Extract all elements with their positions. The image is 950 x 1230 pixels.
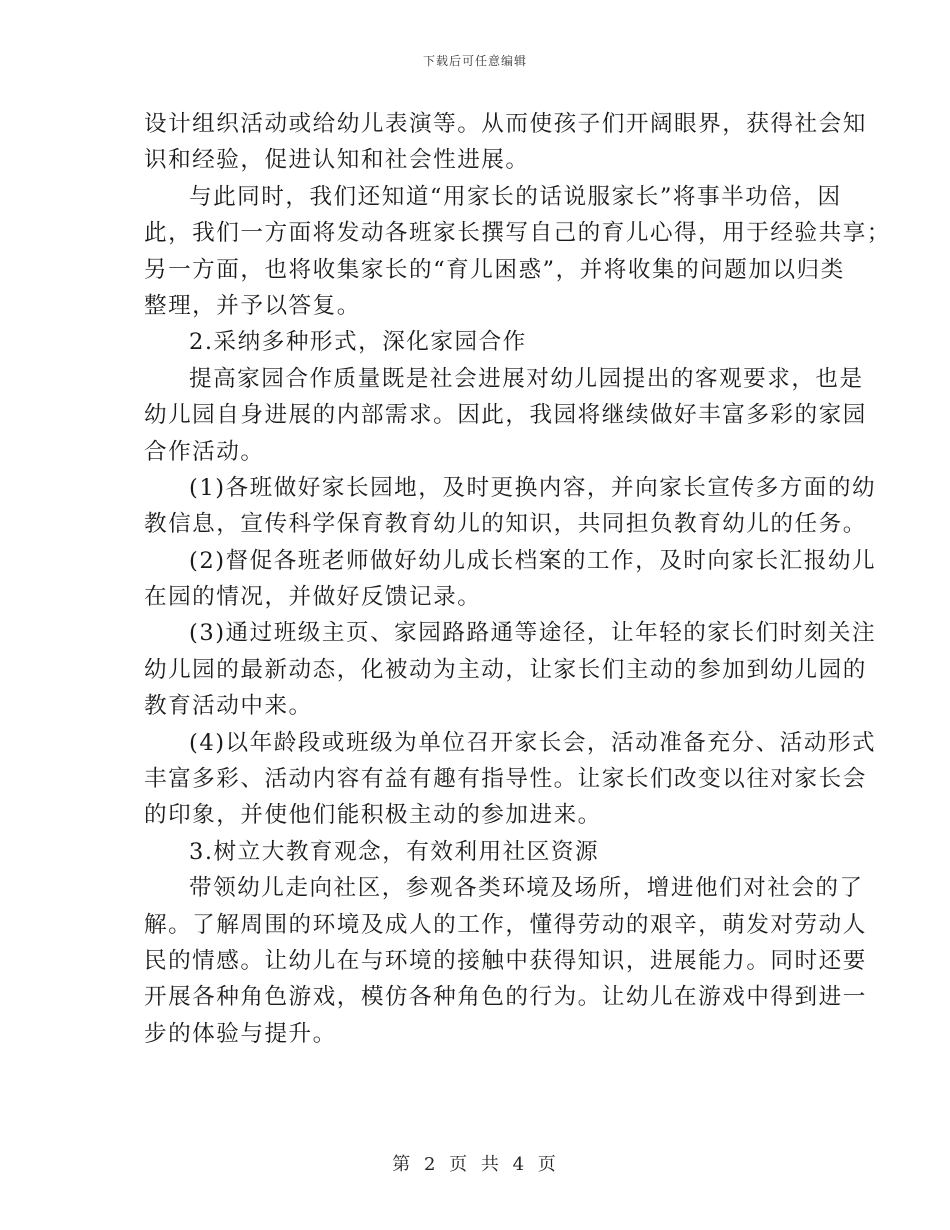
text-line: 与此同时，我们还知道“用家长的话说服家长”将事半功倍，因 — [189, 183, 842, 210]
text-line: 步的体验与提升。 — [144, 1020, 337, 1047]
page-header: 下载后可任意编辑 — [422, 54, 527, 68]
text-line: (2)督促各班老师做好幼儿成长档案的工作，及时向家长汇报幼儿 — [189, 547, 877, 574]
text-line: 在园的情况，并做好反馈记录。 — [144, 584, 482, 611]
document-body — [144, 106, 891, 1052]
text-line: (1)各班做好家长园地，及时更换内容，并向家长宣传多方面的幼 — [189, 474, 877, 501]
text-line: 提高家园合作质量既是社会进展对幼儿园提出的客观要求，也是 — [189, 365, 864, 392]
text-line: 幼儿园的最新动态，化被动为主动，让家长们主动的参加到幼儿园的 — [144, 656, 867, 683]
text-line: (3)通过班级主页、家园路路通等途径，让年轻的家长们时刻关注 — [189, 620, 877, 647]
text-line: 民的情感。让幼儿在与环境的接触中获得知识，进展能力。同时还要 — [144, 947, 867, 974]
text-line: (4)以年龄段或班级为单位召开家长会，活动准备充分、活动形式 — [189, 729, 877, 756]
text-line: 整理，并予以答复。 — [144, 292, 361, 319]
text-line: 另一方面，也将收集家长的“育儿困惑”，并将收集的问题加以归类 — [144, 256, 845, 283]
text-line: 丰富多彩、活动内容有益有趣有指导性。让家长们改变以往对家长会 — [144, 766, 867, 793]
text-line: 解。了解周围的环境及成人的工作，懂得劳动的艰辛，萌发对劳动人 — [144, 911, 867, 938]
text-line: 带领幼儿走向社区，参观各类环境及场所，增进他们对社会的了 — [189, 875, 864, 902]
text-line: 合作活动。 — [144, 438, 265, 465]
text-line: 的印象，并使他们能积极主动的参加进来。 — [144, 802, 602, 829]
text-line: 此，我们一方面将发动各班家长撰写自己的育儿心得，用于经验共享； — [144, 220, 891, 247]
text-line: 开展各种角色游戏，模仿各种角色的行为。让幼儿在游戏中得到进一 — [144, 984, 867, 1011]
text-line: 3.树立大教育观念，有效利用社区资源 — [189, 838, 600, 865]
page-number-footer: 第 2 页 共 4 页 — [392, 1154, 558, 1175]
text-line: 2.采纳多种形式，深化家园合作 — [189, 329, 527, 356]
text-line: 教信息，宣传科学保育教育幼儿的知识，共同担负教育幼儿的任务。 — [144, 511, 867, 538]
text-line: 设计组织活动或给幼儿表演等。从而使孩子们开阔眼界，获得社会知 — [144, 111, 867, 137]
text-line: 识和经验，促进认知和社会性进展。 — [144, 147, 530, 174]
text-line: 教育活动中来。 — [144, 693, 313, 720]
text-line: 幼儿园自身进展的内部需求。因此，我园将继续做好丰富多彩的家园 — [144, 402, 867, 429]
